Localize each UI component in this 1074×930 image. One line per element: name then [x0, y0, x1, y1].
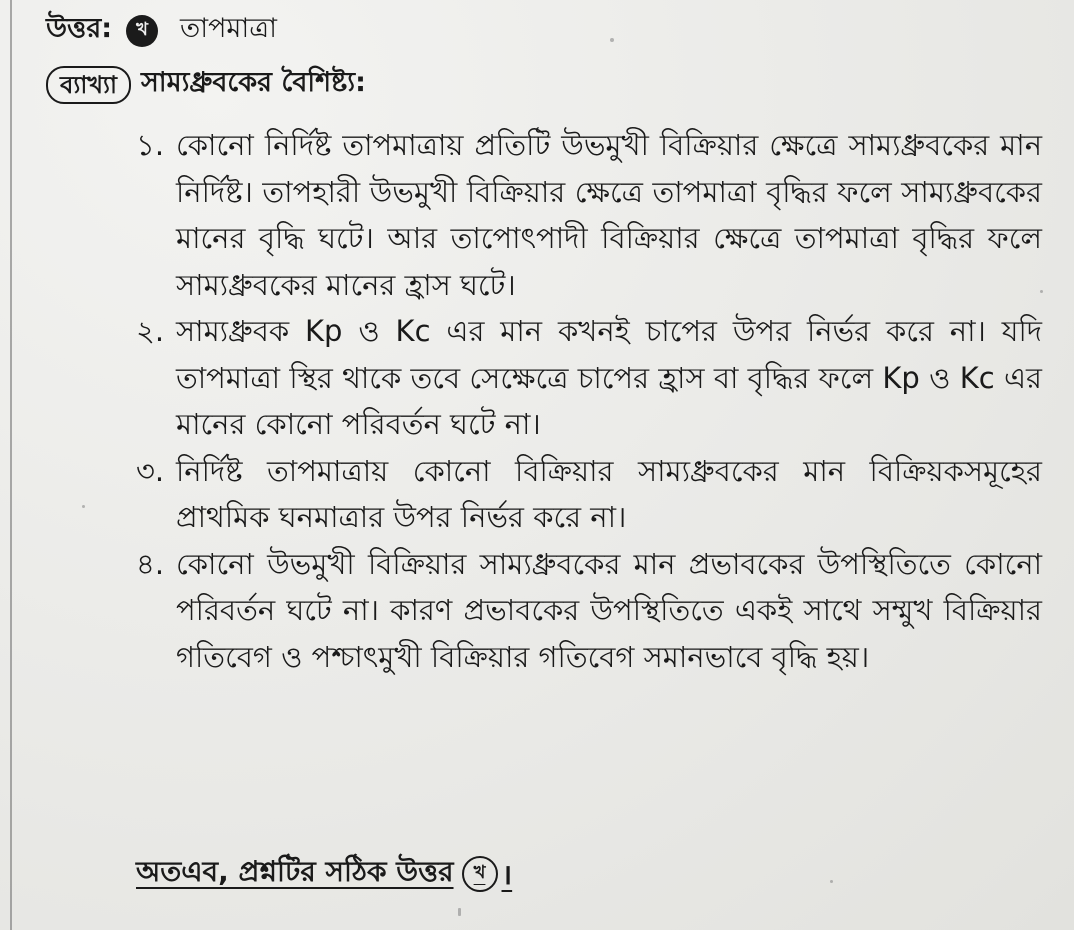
feature-list: [136, 122, 1042, 680]
explanation-tag: ব্যাখ্যা: [46, 66, 131, 104]
list-item-text: কোনো উভমুখী বিক্রিয়ার সাম্যধ্রুবকের মান প্রভাবকের উপস্থিতিতে কোনো পরিবর্তন ঘটে না। কারণ প্রভাবকের উপস্থিতিতে একই সাথে সম্মুখ বিক্রিয়ার গতিবেগ ও পশ্চাৎমুখী বিক্রিয়ার গতিবেগ সমানভাবে বৃদ্ধি হয়।: [176, 546, 1042, 674]
answer-line: [46, 8, 277, 53]
list-item: [136, 122, 1042, 308]
answer-label: উত্তর:: [46, 13, 112, 44]
conclusion-line: [136, 850, 512, 897]
paper-speck: [610, 38, 614, 42]
conclusion-option-badge: খ: [462, 856, 498, 892]
paper-speck: [1040, 290, 1043, 293]
list-item-number: ৪.: [136, 546, 165, 581]
paper-speck: [458, 908, 461, 916]
list-item: [136, 448, 1042, 541]
list-item-number: ১.: [136, 128, 165, 162]
list-item-text: কোনো নির্দিষ্ট তাপমাত্রায় প্রতিটি উভমুখী বিক্রিয়ার ক্ষেত্রে সাম্যধ্রুবকের মান নির্দিষ্ট। তাপহারী উভমুখী বিক্রিয়ার ক্ষেত্রে তাপমাত্রা বৃদ্ধির ফলে সাম্যধ্রুবকের মানের বৃদ্ধি ঘটে। আর তাপোৎপাদী বিক্রিয়ার ক্ষেত্রে তাপমাত্রা বৃদ্ধির ফলে সাম্যধ্রুবকের মানের হ্রাস ঘটে।: [176, 128, 1042, 302]
conclusion-end: ।: [501, 857, 513, 891]
answer-option-badge: খ: [126, 15, 158, 47]
paper-speck: [830, 880, 833, 883]
page-margin-rule: [10, 0, 12, 930]
conclusion-text: অতএব, প্রশ্নটির সঠিক উত্তর: [136, 855, 454, 888]
explanation-heading: সাম্যধ্রুবকের বৈশিষ্ট্য:: [140, 67, 366, 98]
list-item: [136, 308, 1042, 448]
list-item-number: ২.: [136, 314, 165, 348]
list-item-number: ৩.: [136, 453, 165, 488]
answer-text: তাপমাত্রা: [180, 13, 277, 44]
list-item: [136, 541, 1042, 681]
list-item-text: সাম্যধ্রুবক Kp ও Kc এর মান কখনই চাপের উপর নির্ভর করে না। যদি তাপমাত্রা স্থির থাকে তবে সেক্ষেত্রে চাপের হ্রাস বা বৃদ্ধির ফলে Kp ও Kc এর মানের কোনো পরিবর্তন ঘটে না।: [176, 314, 1042, 441]
paper-speck: [82, 505, 85, 508]
explanation-heading-line: [46, 62, 366, 107]
list-item-text: নির্দিষ্ট তাপমাত্রায় কোনো বিক্রিয়ার সাম্যধ্রুবকের মান বিক্রিয়কসমূহের প্রাথমিক ঘনমাত্রার উপর নির্ভর করে না।: [176, 453, 1042, 534]
